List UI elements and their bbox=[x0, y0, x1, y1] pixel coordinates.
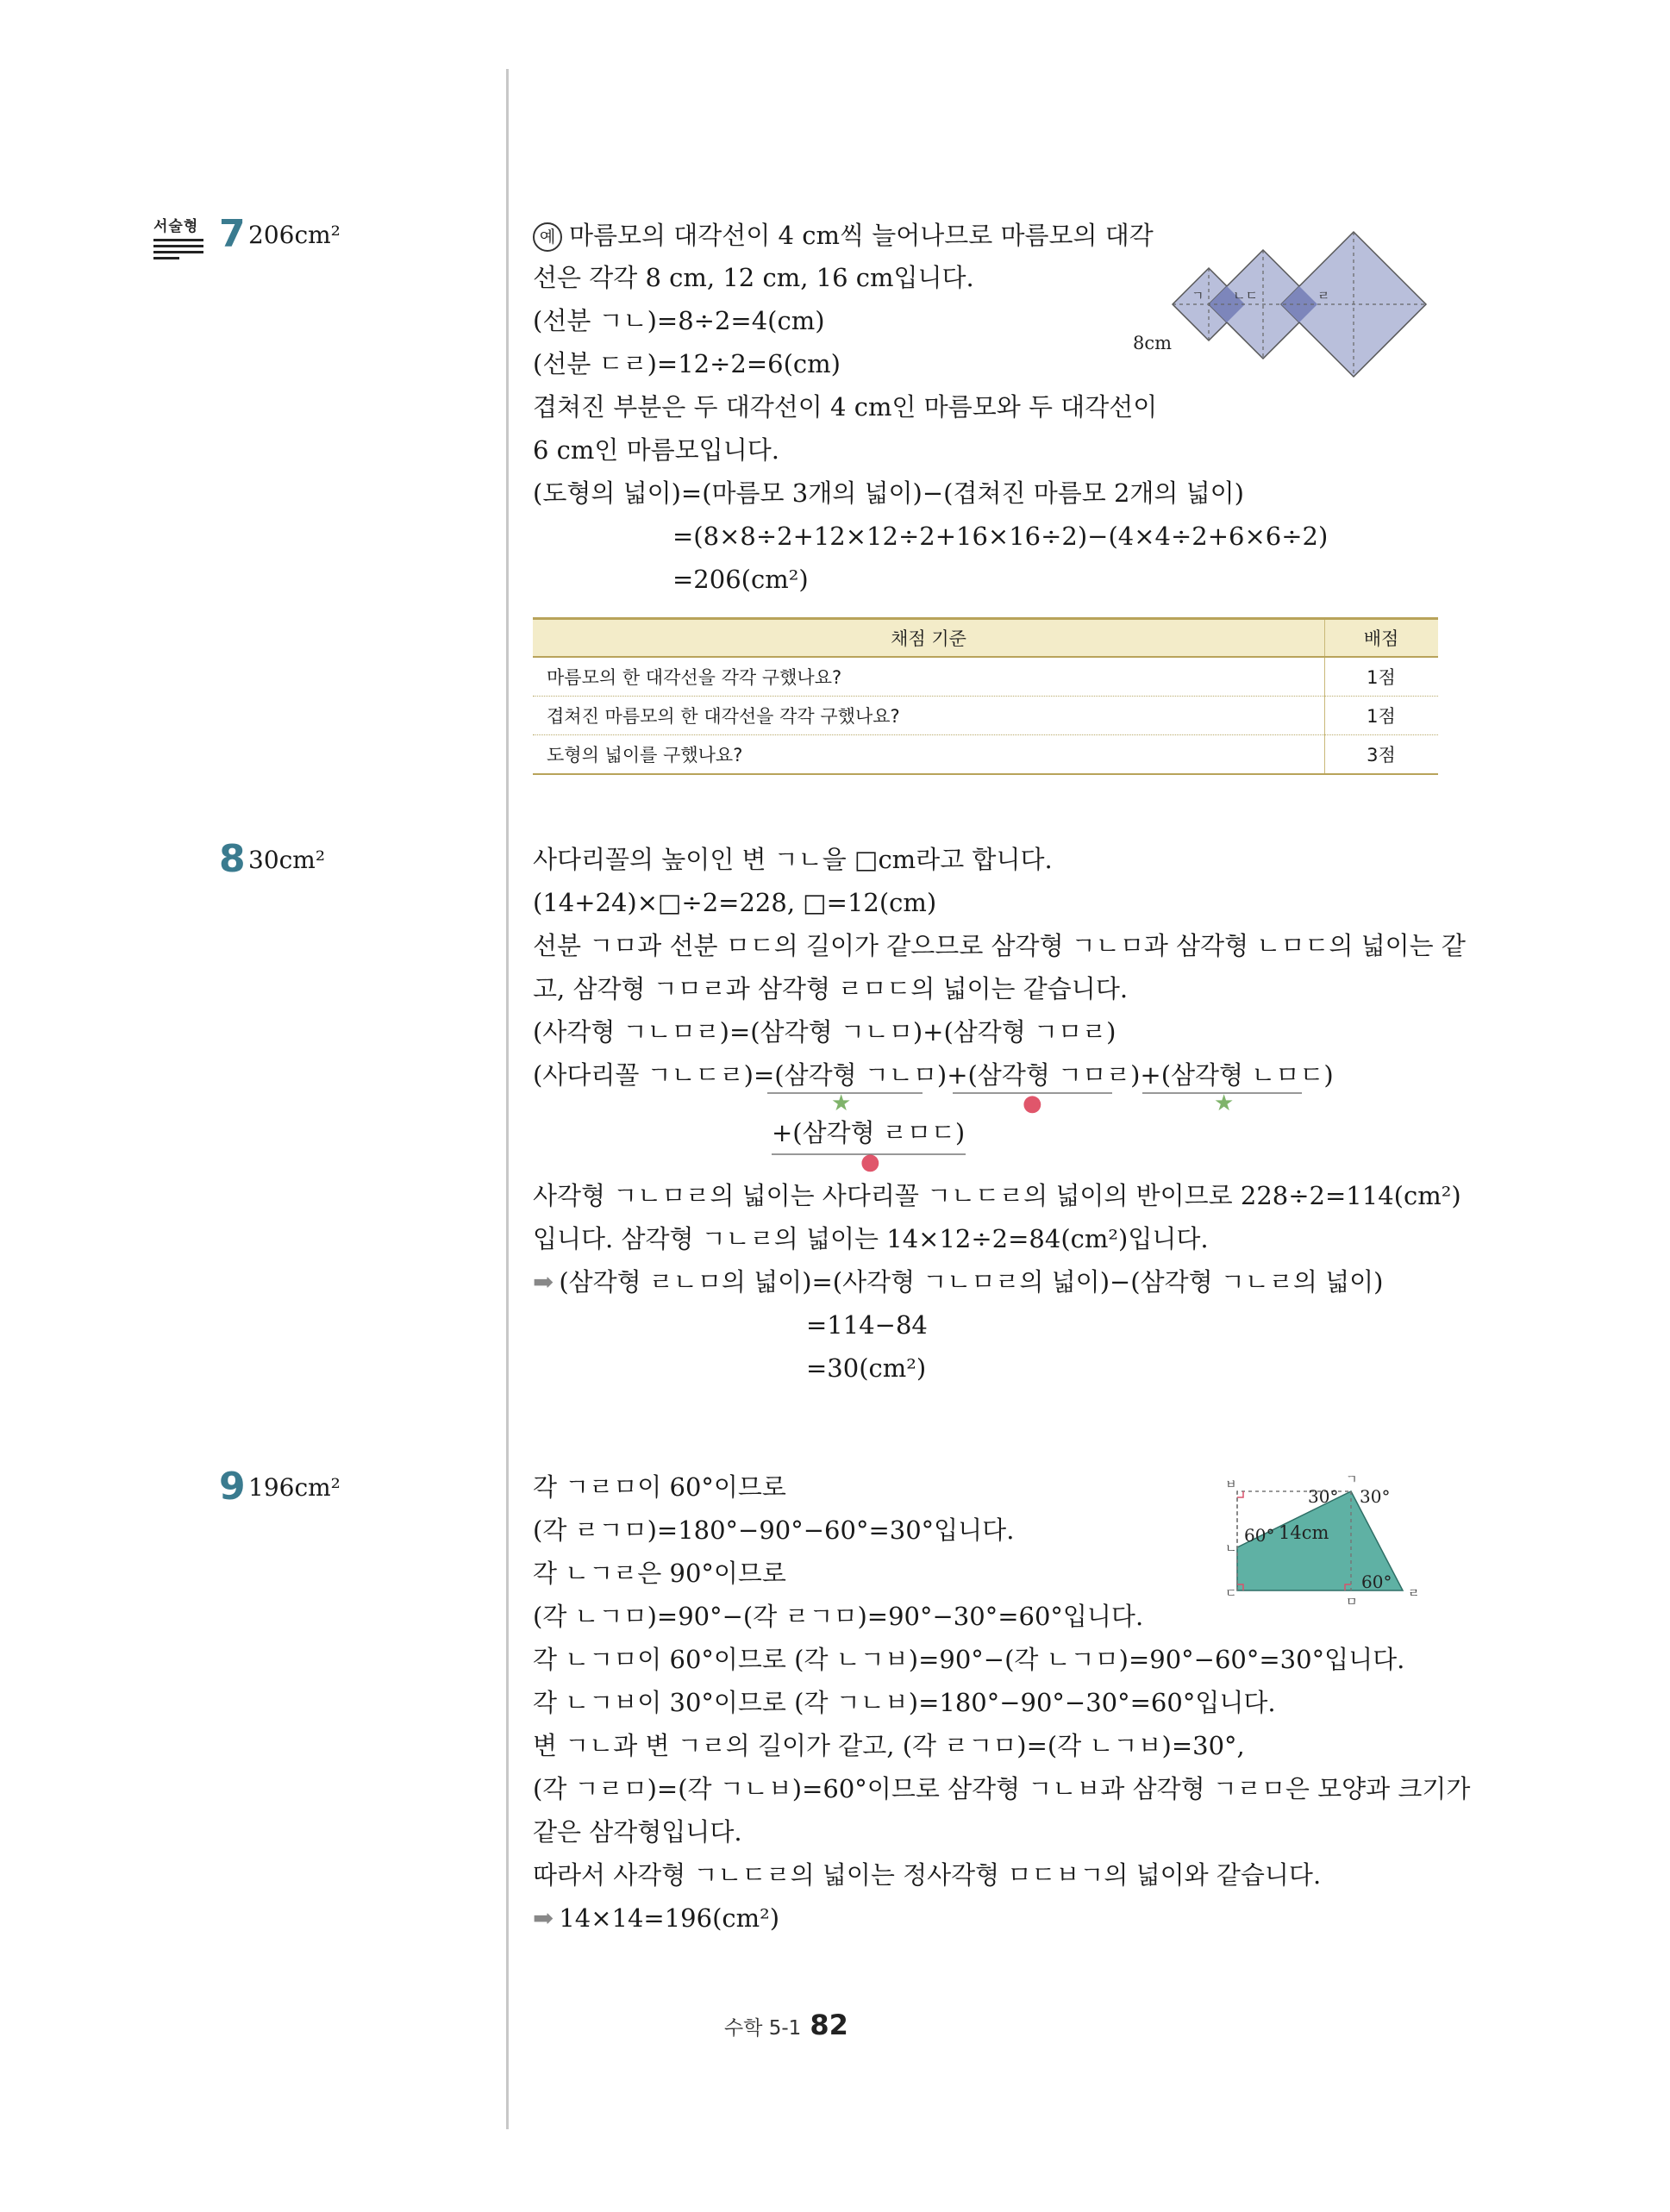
quadrilateral-figure bbox=[1203, 1470, 1435, 1608]
solution-line: (각 ㄹㄱㅁ)=180°−90°−60°=30°입니다. bbox=[533, 1515, 1015, 1545]
solution-line: +(삼각형 ㄹㅁㄷ) bbox=[772, 1118, 966, 1147]
solution-line: 사각형 ㄱㄴㅁㄹ의 넓이는 사다리꼴 ㄱㄴㄷㄹ의 넓이의 반이므로 228÷2=114(cm²) bbox=[533, 1181, 1461, 1210]
vertex-label: ㅁ bbox=[1346, 1596, 1358, 1608]
question-answer: 30cm² bbox=[248, 846, 326, 874]
vertex-label: ㄱ bbox=[1346, 1473, 1358, 1487]
table-row bbox=[533, 657, 1438, 697]
solution-line: ➡ 14×14=196(cm²) bbox=[533, 1903, 780, 1933]
solution-line: 6 cm인 마름모입니다. bbox=[533, 435, 779, 465]
table-header-row bbox=[533, 619, 1438, 658]
descriptive-badge bbox=[153, 214, 205, 259]
length-label: 14cm bbox=[1279, 1522, 1329, 1543]
table-cell: 마름모의 한 대각선을 각각 구했나요? bbox=[533, 657, 1325, 697]
label-a: ㄱ bbox=[1192, 288, 1204, 303]
arrow-icon: ➡ bbox=[533, 1267, 554, 1297]
angle-label: 30° bbox=[1360, 1486, 1391, 1507]
solution-line: 사다리꼴의 높이인 변 ㄱㄴ을 □cm라고 합니다. bbox=[533, 845, 1053, 874]
badge-line bbox=[153, 239, 203, 241]
question-answer: 196cm² bbox=[248, 1473, 341, 1502]
angle-label: 30° bbox=[1308, 1486, 1339, 1507]
vertex-label: ㅂ bbox=[1225, 1478, 1237, 1492]
example-mark: 예 bbox=[533, 222, 562, 252]
label-c: ㄹ bbox=[1317, 288, 1330, 303]
table-cell: 3점 bbox=[1325, 735, 1439, 775]
question-number: 7 bbox=[219, 212, 246, 256]
table-cell: 겹쳐진 마름모의 한 대각선을 각각 구했나요? bbox=[533, 697, 1325, 735]
table-cell: 1점 bbox=[1325, 657, 1439, 697]
star-icon: ★ bbox=[831, 1090, 852, 1116]
solution-line: =206(cm²) bbox=[672, 565, 809, 594]
badge-line bbox=[153, 251, 203, 253]
vertex-label: ㄷ bbox=[1225, 1587, 1237, 1601]
solution-line: (각 ㄴㄱㅁ)=90°−(각 ㄹㄱㅁ)=90°−30°=60°입니다. bbox=[533, 1602, 1144, 1631]
solution-line: 각 ㄴㄱㅁ이 60°이므로 (각 ㄴㄱㅂ)=90°−(각 ㄴㄱㅁ)=90°−60°=30°입니다. bbox=[533, 1645, 1405, 1674]
badge-line bbox=[153, 257, 179, 259]
footer-label: 수학 5-1 bbox=[724, 2017, 802, 2040]
length-label: 8cm bbox=[1133, 333, 1173, 353]
solution-line: ➡ (삼각형 ㄹㄴㅁ의 넓이)=(사각형 ㄱㄴㅁㄹ의 넓이)−(삼각형 ㄱㄴㄹ의 넓이) bbox=[533, 1267, 1384, 1297]
table-header: 채점 기준 bbox=[533, 619, 1325, 658]
vertex-label: ㄹ bbox=[1408, 1587, 1420, 1601]
solution-line: (사다리꼴 ㄱㄴㄷㄹ)=(삼각형 ㄱㄴㅁ)+(삼각형 ㄱㅁㄹ)+(삼각형 ㄴㅁㄷ) bbox=[533, 1060, 1334, 1090]
solution-line: =30(cm²) bbox=[806, 1353, 927, 1383]
badge-line bbox=[153, 245, 203, 247]
solution-line: (사각형 ㄱㄴㅁㄹ)=(삼각형 ㄱㄴㅁ)+(삼각형 ㄱㅁㄹ) bbox=[533, 1017, 1116, 1047]
solution-line: 각 ㄴㄱㄹ은 90°이므로 bbox=[533, 1559, 786, 1588]
solution-line: 겹쳐진 부분은 두 대각선이 4 cm인 마름모와 두 대각선이 bbox=[533, 392, 1158, 422]
solution-line: 입니다. 삼각형 ㄱㄴㄹ의 넓이는 14×12÷2=84(cm²)입니다. bbox=[533, 1224, 1209, 1253]
solution-line: =(8×8÷2+12×12÷2+16×16÷2)−(4×4÷2+6×6÷2) bbox=[672, 522, 1329, 551]
solution-line: (도형의 넓이)=(마름모 3개의 넓이)−(겹쳐진 마름모 2개의 넓이) bbox=[533, 478, 1245, 508]
label-b: ㄴㄷ bbox=[1233, 288, 1258, 303]
vertex-label: ㄴ bbox=[1225, 1542, 1237, 1556]
dot-icon: ● bbox=[860, 1149, 880, 1175]
solution-line: 따라서 사각형 ㄱㄴㄷㄹ의 넓이는 정사각형 ㅁㄷㅂㄱ의 넓이와 같습니다. bbox=[533, 1860, 1322, 1890]
table-row bbox=[533, 735, 1438, 775]
solution-line: 예 마름모의 대각선이 4 cm씩 늘어나므로 마름모의 대각 bbox=[533, 222, 1154, 252]
solution-line: 각 ㄴㄱㅂ이 30°이므로 (각 ㄱㄴㅂ)=180°−90°−30°=60°입니다. bbox=[533, 1688, 1276, 1717]
column-divider bbox=[506, 69, 509, 2129]
solution-line: 선은 각각 8 cm, 12 cm, 16 cm입니다. bbox=[533, 263, 974, 292]
rhombus-figure bbox=[1129, 216, 1448, 397]
solution-line: (각 ㄱㄹㅁ)=(각 ㄱㄴㅂ)=60°이므로 삼각형 ㄱㄴㅂ과 삼각형 ㄱㄹㅁ은 모양과 크기가 bbox=[533, 1774, 1471, 1803]
angle-label: 60° bbox=[1361, 1572, 1392, 1592]
solution-line: (14+24)×□÷2=228, □=12(cm) bbox=[533, 888, 937, 917]
badge-label: 서술형 bbox=[153, 218, 199, 235]
arrow-icon: ➡ bbox=[533, 1903, 554, 1933]
page-footer bbox=[724, 2009, 848, 2041]
solution-line: 선분 ㄱㅁ과 선분 ㅁㄷ의 길이가 같으므로 삼각형 ㄱㄴㅁ과 삼각형 ㄴㅁㄷ의 넓이는 같 bbox=[533, 931, 1466, 960]
question-answer: 206cm² bbox=[248, 221, 341, 249]
solution-line: (선분 ㄷㄹ)=12÷2=6(cm) bbox=[533, 349, 841, 378]
table-cell: 도형의 넓이를 구했나요? bbox=[533, 735, 1325, 775]
scoring-table bbox=[533, 617, 1438, 775]
star-icon: ★ bbox=[1214, 1090, 1235, 1116]
solution-line: 변 ㄱㄴ과 변 ㄱㄹ의 길이가 같고, (각 ㄹㄱㅁ)=(각 ㄴㄱㅂ)=30°, bbox=[533, 1731, 1245, 1760]
angle-label: 60° bbox=[1244, 1525, 1275, 1546]
dot-icon: ● bbox=[1023, 1090, 1042, 1116]
table-row bbox=[533, 697, 1438, 735]
table-cell: 1점 bbox=[1325, 697, 1439, 735]
solution-line: (선분 ㄱㄴ)=8÷2=4(cm) bbox=[533, 306, 825, 335]
solution-line: =114−84 bbox=[806, 1310, 928, 1340]
right-angle-mark bbox=[1237, 1491, 1243, 1497]
question-number: 9 bbox=[219, 1465, 246, 1509]
page-number: 82 bbox=[810, 2009, 848, 2041]
solution-line: 같은 삼각형입니다. bbox=[533, 1817, 742, 1846]
question-number: 8 bbox=[219, 837, 246, 881]
table-header: 배점 bbox=[1325, 619, 1439, 658]
solution-line: 고, 삼각형 ㄱㅁㄹ과 삼각형 ㄹㅁㄷ의 넓이는 같습니다. bbox=[533, 974, 1129, 1003]
solution-line: 각 ㄱㄹㅁ이 60°이므로 bbox=[533, 1472, 786, 1502]
